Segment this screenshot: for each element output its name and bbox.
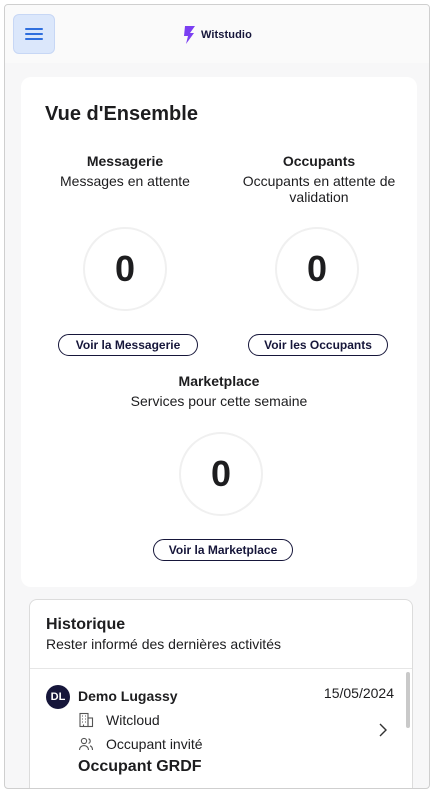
marketplace-subtitle: Services pour cette semaine <box>130 393 308 409</box>
occupants-subtitle <box>225 173 413 205</box>
lightning-logo-icon <box>183 25 197 45</box>
occupants-subtitle-line1: Occupants en attente de <box>242 173 396 189</box>
overview-card <box>21 77 417 587</box>
occupants-stat <box>225 153 413 205</box>
app-frame <box>4 4 430 789</box>
history-card <box>29 599 413 789</box>
history-subtitle: Rester informé des dernières activités <box>46 636 281 652</box>
overview-title: Vue d'Ensemble <box>45 103 198 125</box>
entry-title: Occupant GRDF <box>78 758 202 775</box>
history-entry[interactable] <box>30 670 402 789</box>
users-icon <box>78 736 94 752</box>
messagerie-subtitle: Messages en attente <box>60 173 190 189</box>
entry-building: Witcloud <box>106 712 160 728</box>
messagerie-count: 0 <box>83 227 167 311</box>
occupants-count: 0 <box>275 227 359 311</box>
occupants-title: Occupants <box>282 153 356 169</box>
brand-name: Witstudio <box>201 29 252 41</box>
messagerie-stat <box>35 153 215 189</box>
history-divider <box>30 668 412 669</box>
history-title: Historique <box>46 616 126 633</box>
menu-icon <box>24 26 44 42</box>
entry-name: Demo Lugassy <box>78 688 178 704</box>
voir-occupants-button[interactable]: Voir les Occupants <box>248 334 388 356</box>
messagerie-title: Messagerie <box>86 153 164 169</box>
entry-building-row <box>78 712 160 728</box>
entry-role-row <box>78 736 203 752</box>
entry-role: Occupant invité <box>106 736 203 752</box>
building-icon <box>78 712 94 728</box>
avatar: DL <box>46 685 70 709</box>
entry-date: 15/05/2024 <box>323 685 394 701</box>
marketplace-stat <box>119 373 319 409</box>
marketplace-title: Marketplace <box>178 373 260 389</box>
menu-button[interactable] <box>13 14 55 54</box>
marketplace-count: 0 <box>179 432 263 516</box>
history-scrollbar[interactable] <box>406 672 410 728</box>
voir-marketplace-button[interactable]: Voir la Marketplace <box>153 539 293 561</box>
occupants-subtitle-line2: validation <box>289 189 349 205</box>
voir-messagerie-button[interactable]: Voir la Messagerie <box>58 334 198 356</box>
brand-logo[interactable] <box>183 25 252 45</box>
chevron-right-icon[interactable] <box>378 722 388 738</box>
top-bar <box>5 5 429 63</box>
